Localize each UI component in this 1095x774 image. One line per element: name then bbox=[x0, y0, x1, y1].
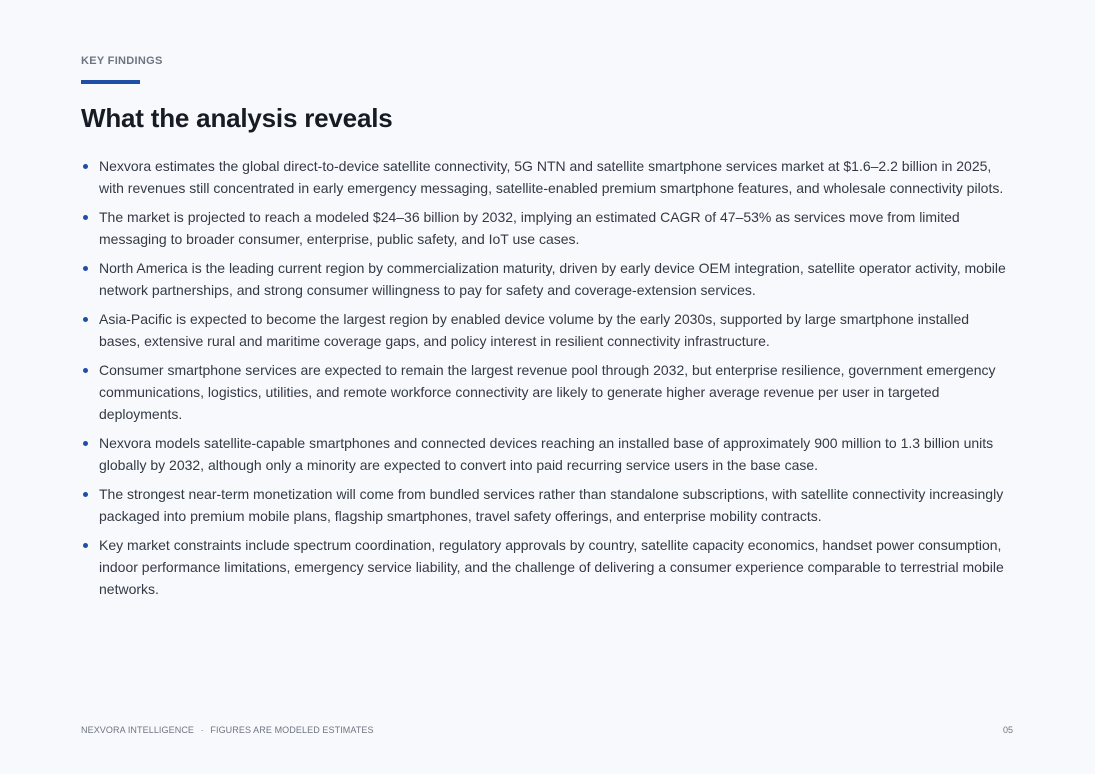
finding-text: The market is projected to reach a modeled $24–36 billion by 2032, implying an estimated CAGR of 47–53% as services move from limited messaging to broader consumer, enterprise, public safety, and IoT use cases. bbox=[99, 209, 960, 247]
finding-text: Nexvora models satellite-capable smartphones and connected devices reaching an installed base of approximately 900 million to 1.3 billion units globally by 2032, although only a minority are expected to convert into paid recurring service users in the base case. bbox=[99, 435, 994, 473]
finding-item bbox=[81, 257, 1007, 301]
finding-item bbox=[81, 206, 1007, 250]
finding-item bbox=[81, 359, 1007, 425]
finding-item bbox=[81, 308, 1007, 352]
footer-disclaimer: FIGURES ARE MODELED ESTIMATES bbox=[210, 725, 374, 735]
bullet-dot-icon bbox=[83, 164, 88, 169]
page-number: 05 bbox=[1002, 725, 1013, 735]
finding-text: The strongest near-term monetization will come from bundled services rather than standalone subscriptions, with satellite connectivity increasingly packaged into premium mobile plans, flagship smartphones, travel safety offerings, and enterprise mobility contracts. bbox=[99, 486, 1004, 524]
footer-note bbox=[81, 725, 374, 735]
finding-item bbox=[81, 483, 1007, 527]
finding-text: Nexvora estimates the global direct-to-device satellite connectivity, 5G NTN and satellite smartphone services market at $1.6–2.2 billion in 2025, with revenues still concentrated in early emergency messaging, satellite-enabled premium smartphone features, and wholesale connectivity pilots. bbox=[99, 158, 1004, 196]
finding-item bbox=[81, 432, 1007, 476]
bullet-dot-icon bbox=[83, 441, 88, 446]
finding-text: Consumer smartphone services are expected to remain the largest revenue pool through 2032, but enterprise resilience, government emergency communications, logistics, utilities, and remote workforce connectivity are likely to generate higher average revenue per user in targeted deployments. bbox=[99, 362, 996, 422]
accent-rule bbox=[81, 80, 140, 84]
bullet-dot-icon bbox=[83, 266, 88, 271]
page-title: What the analysis reveals bbox=[81, 103, 393, 133]
finding-item bbox=[81, 155, 1007, 199]
bullet-dot-icon bbox=[83, 543, 88, 548]
finding-text: North America is the leading current region by commercialization maturity, driven by early device OEM integration, satellite operator activity, mobile network partnerships, and strong consumer willingness to pay for safety and coverage-extension services. bbox=[99, 260, 1006, 298]
finding-text: Asia-Pacific is expected to become the largest region by enabled device volume by the early 2030s, supported by large smartphone installed bases, extensive rural and maritime coverage gaps, and policy interest in resilient connectivity infrastructure. bbox=[99, 311, 970, 349]
findings-list bbox=[81, 155, 1007, 607]
footer-separator: · bbox=[200, 725, 204, 735]
finding-item bbox=[81, 534, 1007, 600]
bullet-dot-icon bbox=[83, 215, 88, 220]
footer-brand: NEXVORA INTELLIGENCE bbox=[81, 725, 195, 735]
bullet-dot-icon bbox=[83, 317, 88, 322]
bullet-dot-icon bbox=[83, 368, 88, 373]
bullet-dot-icon bbox=[83, 492, 88, 497]
finding-text: Key market constraints include spectrum coordination, regulatory approvals by country, satellite capacity economics, handset power consumption, indoor performance limitations, emergency service liability, and the challenge of delivering a consumer experience comparable to terrestrial mobile networks. bbox=[99, 537, 1004, 597]
section-label: KEY FINDINGS bbox=[81, 55, 163, 67]
